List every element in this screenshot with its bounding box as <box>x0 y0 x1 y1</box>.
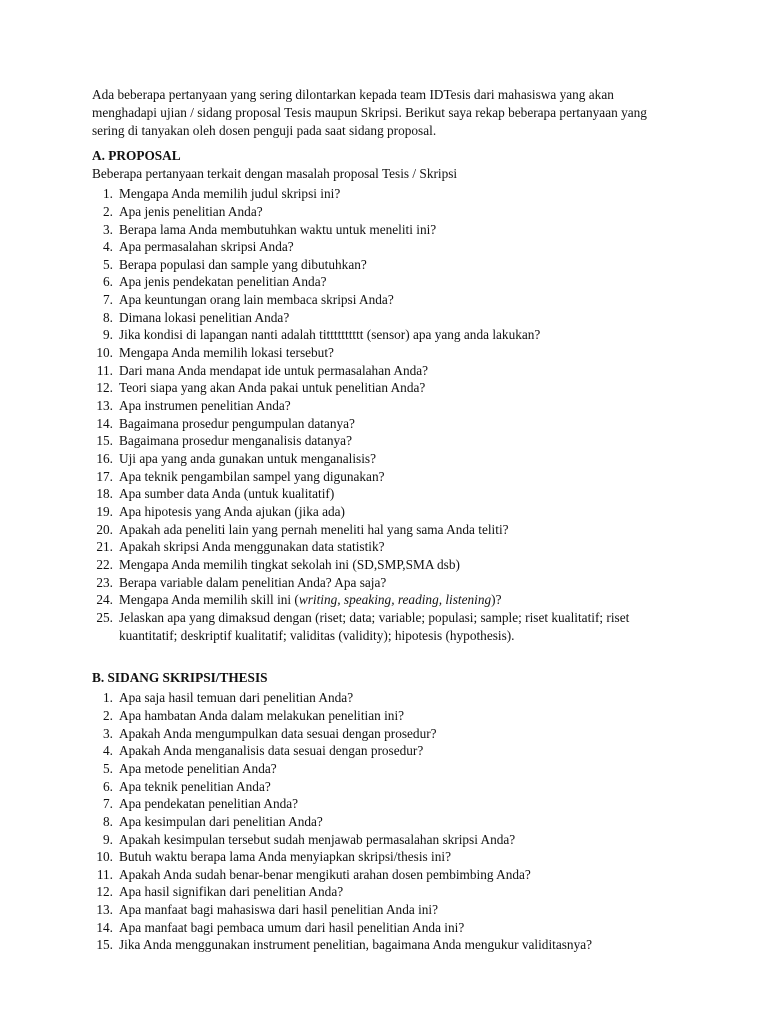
list-item: 4 . Apakah Anda menganalisis data sesuai dengan prosedur? <box>92 742 682 760</box>
list-item: 2 . Apa hambatan Anda dalam melakukan penelitian ini? <box>92 707 682 725</box>
list-item: 14 . Bagaimana prosedur pengumpulan datanya? <box>92 415 682 433</box>
list-item: 8 . Dimana lokasi penelitian Anda? <box>92 309 682 327</box>
list-item: 21 . Apakah skripsi Anda menggunakan data statistik? <box>92 538 682 556</box>
list-item: 23 . Berapa variable dalam penelitian Anda? Apa saja? <box>92 574 682 592</box>
section-a-subtitle: Beberapa pertanyaan terkait dengan masalah proposal Tesis / Skripsi <box>92 166 458 182</box>
list-item: 17 . Apa teknik pengambilan sampel yang digunakan? <box>92 468 682 486</box>
section-a-title: A. PROPOSAL <box>92 148 181 164</box>
list-item: 10 . Butuh waktu berapa lama Anda menyiapkan skripsi/thesis ini? <box>92 848 682 866</box>
list-item: 19 . Apa hipotesis yang Anda ajukan (jika ada) <box>92 503 682 521</box>
list-item: 12 . Teori siapa yang akan Anda pakai untuk penelitian Anda? <box>92 379 682 397</box>
skills-italic: writing, speaking, reading, listening <box>298 592 492 608</box>
list-item: 5 . Berapa populasi dan sample yang dibutuhkan? <box>92 256 682 274</box>
list-item: 9 . Apakah kesimpulan tersebut sudah menjawab permasalahan skripsi Anda? <box>92 831 682 849</box>
list-item: 4 . Apa permasalahan skripsi Anda? <box>92 238 682 256</box>
list-item: 18 . Apa sumber data Anda (untuk kualitatif) <box>92 485 682 503</box>
list-item: 3 . Berapa lama Anda membutuhkan waktu untuk meneliti ini? <box>92 221 682 239</box>
list-item: 25 . Jelaskan apa yang dimaksud dengan (riset; data; variable; populasi; sample; riset kualitatif; riset kuantitatif; deskriptif kualitatif; validitas (validity); hipotesis (hypothesis). <box>92 609 682 644</box>
list-item: 6 . Apa jenis pendekatan penelitian Anda? <box>92 273 682 291</box>
list-item: 13 . Apa instrumen penelitian Anda? <box>92 397 682 415</box>
list-item: 15 . Jika Anda menggunakan instrument penelitian, bagaimana Anda mengukur validitasnya? <box>92 936 682 954</box>
list-item: 6 . Apa teknik penelitian Anda? <box>92 778 682 796</box>
list-item: 10 . Mengapa Anda memilih lokasi tersebut? <box>92 344 682 362</box>
list-item: 22 . Mengapa Anda memilih tingkat sekolah ini (SD,SMP,SMA dsb) <box>92 556 682 574</box>
list-item: 8 . Apa kesimpulan dari penelitian Anda? <box>92 813 682 831</box>
list-item: 9 . Jika kondisi di lapangan nanti adalah titttttttttt (sensor) apa yang anda lakukan? <box>92 326 682 344</box>
list-item: 5 . Apa metode penelitian Anda? <box>92 760 682 778</box>
document-page <box>92 86 682 954</box>
proposal-question-list <box>92 185 682 644</box>
list-item: 1 . Mengapa Anda memilih judul skripsi ini? <box>92 185 682 203</box>
list-item: 20 . Apakah ada peneliti lain yang pernah meneliti hal yang sama Anda teliti? <box>92 521 682 539</box>
list-item: 3 . Apakah Anda mengumpulkan data sesuai dengan prosedur? <box>92 725 682 743</box>
list-item: 16 . Uji apa yang anda gunakan untuk menganalisis? <box>92 450 682 468</box>
list-item: 15 . Bagaimana prosedur menganalisis datanya? <box>92 432 682 450</box>
section-b-title: B. SIDANG SKRIPSI/THESIS <box>92 670 268 686</box>
list-item: 7 . Apa pendekatan penelitian Anda? <box>92 795 682 813</box>
list-item: 14 . Apa manfaat bagi pembaca umum dari hasil penelitian Anda ini? <box>92 919 682 937</box>
sidang-question-list <box>92 689 682 954</box>
list-item: 2 . Apa jenis penelitian Anda? <box>92 203 682 221</box>
list-item: 12 . Apa hasil signifikan dari penelitian Anda? <box>92 883 682 901</box>
list-item: 11 . Apakah Anda sudah benar-benar mengikuti arahan dosen pembimbing Anda? <box>92 866 682 884</box>
intro-paragraph: Ada beberapa pertanyaan yang sering dilontarkan kepada team IDTesis dari mahasiswa yang akan menghadapi ujian / sidang proposal Tesis maupun Skripsi. Berikut saya rekap beberapa pertanyaan yang sering di tanyakan oleh dosen penguji pada saat sidang proposal. <box>92 87 647 138</box>
list-item: 24 . Mengapa Anda memilih skill ini (writing, speaking, reading, listening)? <box>92 591 682 609</box>
list-item: 1 . Apa saja hasil temuan dari penelitian Anda? <box>92 689 682 707</box>
list-item: 11 . Dari mana Anda mendapat ide untuk permasalahan Anda? <box>92 362 682 380</box>
list-item: 7 . Apa keuntungan orang lain membaca skripsi Anda? <box>92 291 682 309</box>
list-item: 13 . Apa manfaat bagi mahasiswa dari hasil penelitian Anda ini? <box>92 901 682 919</box>
